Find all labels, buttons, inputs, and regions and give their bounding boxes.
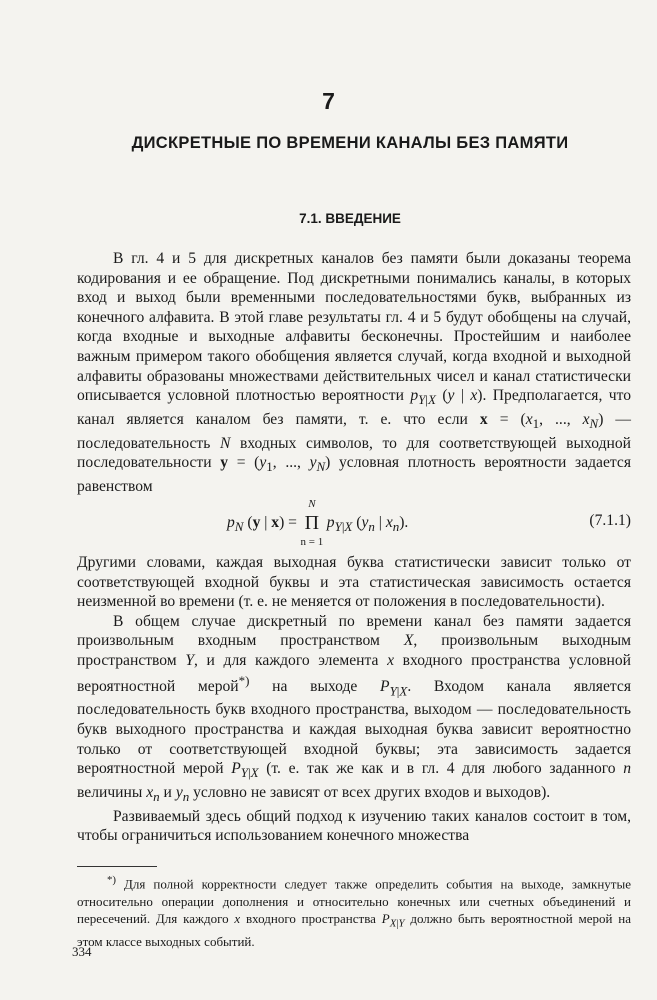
chapter-number: 7	[322, 88, 335, 114]
body-text-bottom	[77, 553, 631, 846]
section-title: 7.1. ВВЕДЕНИЕ	[299, 211, 401, 226]
paragraph-intro: В гл. 4 и 5 для дискретных каналов без памяти были доказаны теорема кодирования и ее обращение. Под дискретными понимались каналы, в которых вход и выход были временными последовательностями букв, выбранных из конечного алфавита. В этой главе результаты гл. 4 и 5 будут обобщены на случай, когда входные и выходные алфавиты бесконечны. Простейшим и наиболее важным примером такого обобщения является случай, когда входной и выходной алфавиты образованы множествами действительных чисел и канал статистически описывается условной плотностью вероятности $p_{Y|X}$ (y | x). Предполагается, что канал является каналом без памяти, т. е. что если $x = (x_1$, ..., $x_N$) — последовательность N входных символов, то для соответствующей выходной последовательности $y = (y_1$, ..., $y_N$) условная плотность вероятности задается равенством	[77, 250, 632, 495]
body-text-top	[77, 249, 631, 496]
page-number: 334	[72, 944, 92, 959]
paragraph-approach: Развиваемый здесь общий подход к изучению таких каналов состоит в том, чтобы ограничиться использованием конечного множества	[77, 807, 631, 845]
equation-lhs: $p_N$ (y | x) =	[227, 514, 301, 535]
footnote	[77, 872, 631, 951]
equation-7-1-1	[77, 498, 631, 548]
paragraph-other-words: Другими словами, каждая выходная буква статистически зависит только от соответствующей входной буквы и эта статистическая зависимость остается неизменной во времени (т. е. не меняется от положения в последовательности).	[77, 554, 631, 611]
equation-rhs: $p_{Y|X}$ ($y_n$ | $x_n$).	[326, 514, 409, 535]
product-lower-limit: n = 1	[300, 536, 324, 548]
product-operator: Π N n = 1	[301, 512, 323, 535]
chapter-title: ДИСКРЕТНЫЕ ПО ВРЕМЕНИ КАНАЛЫ БЕЗ ПАМЯТИ	[131, 134, 569, 152]
equation-body	[227, 498, 409, 548]
product-upper-limit: N	[308, 498, 316, 510]
footnote-text: *) Для полной корректности следует также определить события на выходе, замкнутые относительно операции дополнения и относительно конечных или счетных объединений и пересечений. Для каждого x входного пространства $P_{X|Y}$ должно быть вероятностной мерой на этом классе выходных событий.	[77, 874, 632, 950]
paragraph-general-case: В общем случае дискретный по времени канал без памяти задается произвольным входным пространством X, произвольным выходным пространством Y, и для каждого элемента x входного пространства условной вероятностной мерой*) на выходе $P_{Y|X}$. Входом канала является последовательность букв входного пространства, выходом — последовательность букв выходного пространства и каждая выходная буква зависит вероятностно только от соответствующей входной буквы; эта зависимость задается вероятностной мерой $P_{Y|X}$ (т. е. так же как и в гл. 4 для любого заданного n величины $x_n$ и $y_n$ условно не зависят от всех других входов и выходов).	[77, 612, 632, 805]
footnote-rule	[77, 866, 157, 867]
equation-label: (7.1.1)	[589, 512, 631, 529]
